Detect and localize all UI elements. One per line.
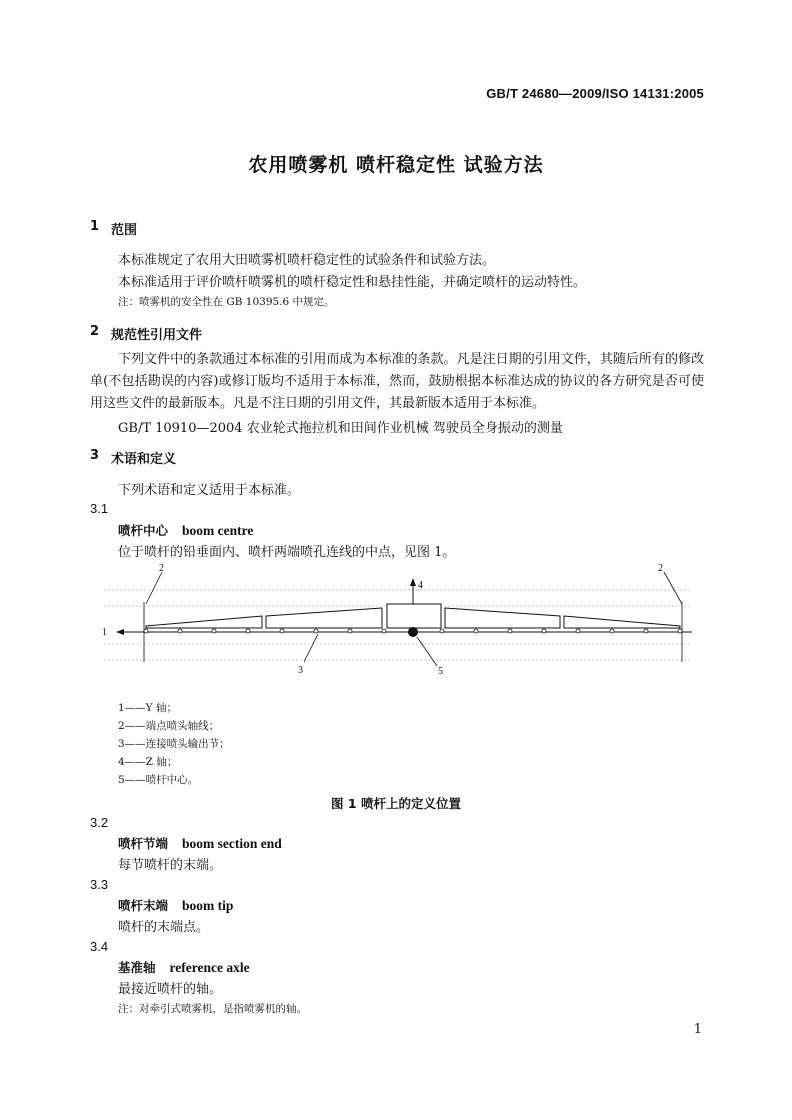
figure-legend-5: 5——喷杆中心。 [118,774,199,786]
section-2-title: 规范性引用文件 [111,328,203,343]
section-2-reference: GB/T 10910—2004 农业轮式拖拉机和田间作业机械 驾驶员全身振动的测量 [118,421,563,436]
term-3-2-number: 3.2 [90,815,109,830]
term-3-4-heading [118,958,250,976]
figure-1-caption: 图 1 喷杆上的定义位置 [331,796,461,811]
boom-section-centre [387,604,441,628]
term-3-1-number: 3.1 [90,501,109,516]
figure-legend-1: 1——Y 轴； [118,702,177,714]
section-1-para-1: 本标准规定了农用大田喷雾机喷杆稳定性的试验条件和试验方法。 [118,253,496,268]
callout-4: 4 [418,580,423,591]
term-3-4-en: reference axle [169,960,250,975]
boom-section-right-outer [564,616,680,628]
callout-2-right: 2 [658,563,663,574]
term-3-2-definition: 每节喷杆的末端。 [118,858,223,873]
section-3-title: 术语和定义 [111,452,177,467]
section-2-number: 2 [90,324,100,339]
callout-3: 3 [298,665,303,676]
standard-code: GB/T 24680—2009/ISO 14131:2005 [486,86,704,101]
term-3-2-cn: 喷杆节端 [118,836,169,851]
callout-2-left: 2 [159,563,164,574]
boom-section-left-outer [146,616,262,628]
term-3-3-number: 3.3 [90,877,109,892]
y-axis-arrow-icon [116,629,124,635]
document-title: 农用喷雾机 喷杆稳定性 试验方法 [248,154,544,176]
term-3-4-definition: 最接近喷杆的轴。 [118,982,223,997]
figure-legend-3: 3——连接喷头输出节； [118,738,230,750]
section-1-para-2: 本标准适用于评价喷杆喷雾机的喷杆稳定性和悬挂性能，并确定喷杆的运动特性。 [118,275,587,290]
term-3-3-cn: 喷杆末端 [118,898,169,913]
term-3-4-note: 注：对牵引式喷雾机，是指喷雾机的轴。 [118,1003,307,1015]
section-1-note: 注：喷雾机的安全性在 GB 10395.6 中规定。 [118,296,335,308]
section-3-number: 3 [90,448,100,463]
term-3-1-cn: 喷杆中心 [118,523,169,538]
figure-legend-4: 4——Z 轴； [118,756,178,768]
z-axis-arrow-icon [410,578,416,586]
term-3-1-definition: 位于喷杆的铅垂面内、喷杆两端喷孔连线的中点，见图 1。 [118,545,456,560]
term-3-3-heading [118,896,233,914]
term-3-3-definition: 喷杆的末端点。 [118,920,210,935]
term-3-4-number: 3.4 [90,939,109,954]
term-3-2-en: boom section end [182,836,282,851]
boom-section-left-inner [266,608,382,628]
figure-legend-2: 2——端点喷头轴线； [118,720,220,732]
section-1-title: 范围 [111,223,138,238]
boom-section-right-inner [445,608,560,628]
term-3-4-cn: 基准轴 [118,960,156,975]
term-3-2-heading [118,834,282,852]
section-2-paragraph: 下列文件中的条款通过本标准的引用而成为本标准的条款。凡是注日期的引用文件，其随后所有的修改单(不包括勘误的内容)或修订版均不适用于本标准，然而，鼓励根据本标准达成的协议的各方研究是否可使用这些文件的最新版本。凡是不注日期的引用文件，其最新版本适用于本标准。 [90,352,704,411]
term-3-1-en: boom centre [182,523,254,538]
section-3-intro: 下列术语和定义适用于本标准。 [118,483,301,498]
term-3-3-en: boom tip [182,898,234,913]
callout-5: 5 [438,666,443,677]
section-1-number: 1 [90,219,100,234]
term-3-1-heading [118,521,253,539]
boom-centre-marker [408,627,418,637]
callout-1: 1 [102,627,107,638]
page-number: 1 [693,1022,702,1037]
figure-1-diagram [100,562,700,682]
